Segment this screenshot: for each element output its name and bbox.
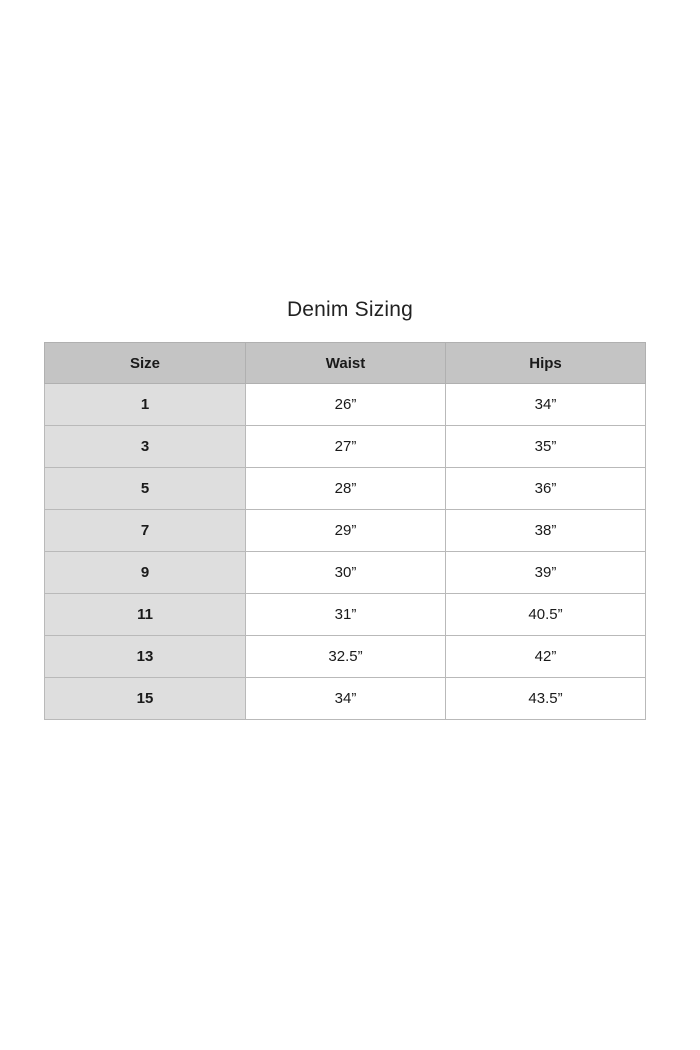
size-chart-table	[44, 342, 646, 720]
cell-size: 9	[45, 552, 246, 594]
cell-hips: 42”	[446, 636, 646, 678]
cell-size: 11	[45, 594, 246, 636]
column-header-size: Size	[45, 343, 246, 384]
cell-hips: 38”	[446, 510, 646, 552]
table-row	[45, 594, 646, 636]
cell-waist: 30”	[246, 552, 446, 594]
cell-size: 13	[45, 636, 246, 678]
cell-hips: 43.5”	[446, 678, 646, 720]
cell-hips: 39”	[446, 552, 646, 594]
cell-hips: 35”	[446, 426, 646, 468]
table-row	[45, 510, 646, 552]
cell-hips: 36”	[446, 468, 646, 510]
cell-waist: 34”	[246, 678, 446, 720]
table-row	[45, 636, 646, 678]
cell-waist: 32.5”	[246, 636, 446, 678]
cell-hips: 40.5”	[446, 594, 646, 636]
column-header-waist: Waist	[246, 343, 446, 384]
table-header	[45, 343, 646, 384]
cell-waist: 31”	[246, 594, 446, 636]
cell-size: 3	[45, 426, 246, 468]
cell-waist: 27”	[246, 426, 446, 468]
column-header-hips: Hips	[446, 343, 646, 384]
cell-size: 1	[45, 384, 246, 426]
table-body	[45, 384, 646, 720]
cell-size: 5	[45, 468, 246, 510]
table-row	[45, 552, 646, 594]
table-row	[45, 426, 646, 468]
cell-size: 7	[45, 510, 246, 552]
cell-waist: 26”	[246, 384, 446, 426]
table-row	[45, 468, 646, 510]
cell-waist: 29”	[246, 510, 446, 552]
cell-size: 15	[45, 678, 246, 720]
table-row	[45, 384, 646, 426]
table-header-row	[45, 343, 646, 384]
cell-waist: 28”	[246, 468, 446, 510]
page-title: Denim Sizing	[286, 298, 414, 321]
table-row	[45, 678, 646, 720]
cell-hips: 34”	[446, 384, 646, 426]
size-chart-container	[44, 342, 645, 720]
